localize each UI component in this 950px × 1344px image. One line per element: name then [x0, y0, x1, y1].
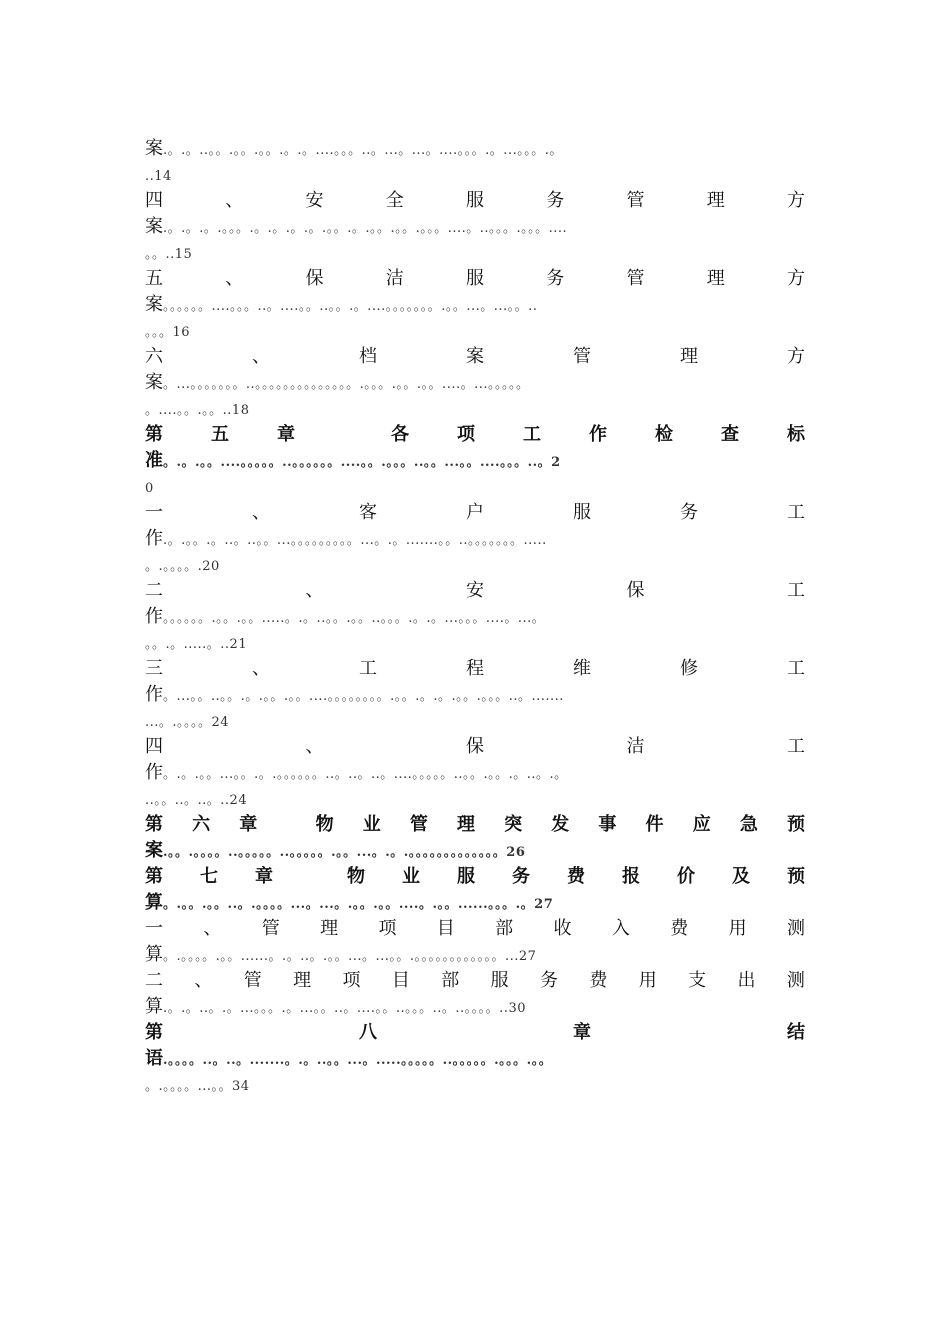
toc-heading-char: 管 — [626, 190, 645, 211]
toc-heading-char: 服 — [490, 970, 509, 991]
toc-heading-char: 工 — [787, 580, 805, 601]
toc-heading-char: 方 — [787, 268, 805, 289]
toc-heading-char: 部 — [495, 918, 514, 939]
toc-entry-last-char: 作 — [145, 762, 163, 783]
toc-heading-char: 管 — [573, 346, 591, 367]
toc-heading-char: 支 — [688, 970, 707, 991]
toc-entry-last-char: 作 — [145, 606, 163, 627]
toc-heading-char: 查 — [721, 424, 739, 445]
toc-heading-char: 务 — [680, 502, 698, 523]
toc-heading-char: 洁 — [626, 736, 645, 757]
toc-heading-char: 四 — [145, 736, 163, 757]
toc-entry-last-char: 算 — [145, 996, 163, 1017]
table-of-contents — [145, 136, 805, 1098]
toc-heading-char: 管 — [261, 918, 280, 939]
toc-heading-char: 项 — [457, 424, 475, 445]
toc-heading-char: 测 — [786, 970, 805, 991]
toc-heading-char: 服 — [466, 268, 484, 289]
toc-heading-char: 工 — [787, 502, 805, 523]
toc-heading-char: 第 — [145, 814, 163, 835]
toc-heading-char: 急 — [739, 814, 758, 835]
toc-entry-dot-leader[interactable] — [145, 942, 805, 968]
toc-heading-char: 工 — [359, 658, 377, 679]
toc-heading-char: 费 — [670, 918, 689, 939]
toc-entry-heading[interactable] — [145, 734, 805, 760]
toc-heading-char: 出 — [737, 970, 756, 991]
toc-entry-last-char: 案 — [145, 840, 163, 861]
toc-page-number: 。.。。。。...。。34 — [145, 1079, 250, 1094]
toc-heading-char: 、 — [203, 918, 222, 939]
toc-heading-char: 四 — [145, 190, 163, 211]
toc-heading-char: 档 — [359, 346, 377, 367]
toc-heading-char: 、 — [225, 268, 244, 289]
toc-page-number-line[interactable] — [145, 708, 805, 734]
toc-heading-char: 客 — [359, 502, 377, 523]
toc-dot-leader: .。.。..。。.。。.。。.。.。....。。。..。...。...。....。。。.。...。。。.。 — [163, 143, 563, 158]
toc-heading-char: 洁 — [385, 268, 404, 289]
toc-heading-char: 项 — [378, 918, 397, 939]
toc-entry-heading[interactable] — [145, 500, 805, 526]
toc-entry-dot-leader[interactable] — [145, 1046, 805, 1072]
toc-dot-leader: 。.。.。。....。。。。。..。。。。。。....。。.。。。..。。...。。....。。。..。2 — [163, 455, 561, 470]
toc-heading-char: 用 — [638, 970, 657, 991]
toc-heading-char: 发 — [551, 814, 570, 835]
toc-heading-char: 结 — [787, 1022, 805, 1043]
toc-page-number-line[interactable] — [145, 240, 805, 266]
toc-entry-dot-leader[interactable] — [145, 526, 805, 552]
toc-heading-char: 标 — [787, 424, 805, 445]
toc-entry-dot-leader[interactable] — [145, 838, 805, 864]
toc-entry-heading[interactable] — [145, 578, 805, 604]
toc-heading-char: 工 — [787, 658, 805, 679]
toc-entry-last-char: 案 — [145, 294, 163, 315]
toc-heading-char: 第 — [145, 424, 163, 445]
toc-entry-dot-leader[interactable] — [145, 890, 805, 916]
toc-heading-char: 服 — [457, 866, 475, 887]
toc-heading-char: 八 — [359, 1022, 377, 1043]
toc-entry-heading[interactable] — [145, 864, 805, 890]
toc-dot-leader: 。.。。.。。..。.。。。。...。...。.。。.。。....。.。。......。。。.。27 — [163, 897, 554, 912]
toc-heading-char: 作 — [589, 424, 607, 445]
toc-heading-char: 管 — [409, 814, 428, 835]
toc-heading-char: 案 — [466, 346, 484, 367]
toc-heading-char: 及 — [732, 866, 750, 887]
toc-heading-char: 预 — [787, 866, 805, 887]
toc-page-number: ..。。..。..。..24 — [145, 793, 248, 808]
toc-heading-char: 六 — [192, 814, 211, 835]
toc-heading-char: 目 — [436, 918, 455, 939]
toc-entry-dot-leader[interactable] — [145, 682, 805, 708]
toc-entry-last-char: 算 — [145, 944, 163, 965]
toc-heading-char: 物 — [315, 814, 334, 835]
toc-heading-char: 务 — [512, 866, 530, 887]
toc-heading-char: 部 — [441, 970, 460, 991]
toc-entry-heading[interactable] — [145, 968, 805, 994]
toc-heading-char: 保 — [626, 580, 645, 601]
toc-dot-leader: .。.。.。.。。。.。.。.。.。.。。.。.。。.。。.。。。....。..。。。.。。。.... — [163, 221, 568, 236]
toc-heading-char: 报 — [622, 866, 640, 887]
toc-entry-dot-leader[interactable] — [145, 136, 805, 162]
toc-entry-heading[interactable] — [145, 266, 805, 292]
toc-page-number-line[interactable] — [145, 396, 805, 422]
toc-dot-leader: .。.。..。.。...。。。.。...。。..。....。。..。。。..。..。。。。..30 — [163, 1001, 526, 1016]
toc-entry-last-char: 作 — [145, 684, 163, 705]
toc-heading-char: 全 — [385, 190, 404, 211]
toc-page-number-line[interactable] — [145, 1072, 805, 1098]
toc-page-number: ...。.。。。。24 — [145, 715, 230, 730]
toc-heading-char: 检 — [655, 424, 673, 445]
toc-heading-char: 第 — [145, 1022, 163, 1043]
toc-heading-char: 、 — [225, 190, 244, 211]
toc-heading-char: 务 — [540, 970, 558, 991]
toc-heading-char: 理 — [320, 918, 339, 939]
toc-dot-leader: .。。。。..。..。.......。.。..。。...。.....。。。。。..。。。。。.。。。.。。 — [163, 1053, 553, 1068]
toc-entry-heading[interactable] — [145, 188, 805, 214]
toc-entry-dot-leader[interactable] — [145, 214, 805, 240]
toc-dot-leader: .。.。。.。..。..。。...。。。。。。。。。...。.。.......。。..。。。。。。。..... — [163, 533, 547, 548]
toc-entry-last-char: 案 — [145, 372, 163, 393]
toc-dot-leader: 。.。.。。...。。.。.。。。。。。..。..。..。....。。。。。..。。.。。.。..。.。 — [163, 767, 568, 782]
toc-heading-char: 测 — [786, 918, 805, 939]
toc-heading-char: 章 — [239, 814, 258, 835]
toc-heading-char: 预 — [786, 814, 805, 835]
toc-heading-char: 一 — [145, 502, 163, 523]
toc-entry-last-char: 准 — [145, 450, 163, 471]
toc-entry-last-char: 案 — [145, 216, 163, 237]
toc-heading-char: 事 — [598, 814, 617, 835]
toc-page-number: 。.。。。。.20 — [145, 559, 220, 574]
toc-heading-char: 保 — [466, 736, 484, 757]
toc-heading-char: 方 — [787, 346, 805, 367]
toc-page-number: 。。。16 — [145, 325, 191, 340]
toc-dot-leader: 。...。。..。。.。.。。.。。....。。。。。。。。.。。.。.。.。。.。。。..。....... — [163, 689, 564, 704]
toc-heading-char: 管 — [243, 970, 262, 991]
toc-heading-char: 修 — [680, 658, 698, 679]
toc-heading-char: 收 — [553, 918, 572, 939]
toc-entry-heading[interactable] — [145, 1020, 805, 1046]
toc-dot-leader: 。。。。。。.。。.。。.....。.。..。。.。。..。。。.。.。...。。。....。...。 — [163, 611, 546, 626]
toc-heading-char: 费 — [589, 970, 608, 991]
toc-heading-char: 用 — [728, 918, 747, 939]
toc-heading-char: 五 — [211, 424, 229, 445]
toc-heading-char: 入 — [611, 918, 630, 939]
toc-heading-char: 维 — [573, 658, 591, 679]
toc-page-number: 。。..15 — [145, 247, 193, 262]
toc-page-number: 。。.。.....。..21 — [145, 637, 248, 652]
toc-heading-char: 理 — [706, 190, 725, 211]
toc-heading-char: 业 — [362, 814, 381, 835]
toc-heading-char: 章 — [277, 424, 295, 445]
toc-heading-char: 安 — [305, 190, 324, 211]
toc-heading-char: 保 — [305, 268, 324, 289]
toc-entry-heading[interactable] — [145, 656, 805, 682]
toc-entry-heading[interactable] — [145, 916, 805, 942]
toc-heading-char: 程 — [466, 658, 484, 679]
toc-heading-char: 突 — [504, 814, 523, 835]
toc-heading-char: 服 — [573, 502, 591, 523]
toc-page-number-line[interactable] — [145, 318, 805, 344]
toc-heading-char: 、 — [252, 658, 270, 679]
toc-page-number: ..14 — [145, 169, 172, 184]
toc-heading-char: 管 — [626, 268, 645, 289]
toc-heading-char: 五 — [145, 268, 163, 289]
toc-heading-char: 件 — [645, 814, 664, 835]
toc-heading-char: 工 — [787, 736, 805, 757]
toc-heading-char: 价 — [677, 866, 695, 887]
toc-entry-dot-leader[interactable] — [145, 292, 805, 318]
toc-dot-leader: 。。。。。。....。。。..。....。。..。。.。....。。。。。。。.。。...。...。。.. — [163, 299, 538, 314]
toc-heading-char: 、 — [252, 502, 270, 523]
toc-heading-char: 七 — [200, 866, 218, 887]
toc-heading-char: 务 — [546, 268, 565, 289]
toc-dot-leader: 。.。。。。.。。......。.。..。.。。...。...。。.。。。。。。。。。。。。...27 — [163, 949, 537, 964]
toc-heading-char: 户 — [466, 502, 484, 523]
toc-page-number: 。....。。.。。..18 — [145, 403, 250, 418]
toc-entry-last-char: 案 — [145, 138, 163, 159]
toc-page-number-line[interactable] — [145, 786, 805, 812]
toc-heading-char: 工 — [523, 424, 541, 445]
toc-heading-char: 安 — [466, 580, 484, 601]
toc-heading-char: 项 — [342, 970, 361, 991]
toc-heading-char: 、 — [305, 580, 324, 601]
toc-heading-char: 二 — [145, 970, 163, 991]
toc-heading-char: 费 — [567, 866, 585, 887]
toc-entry-dot-leader[interactable] — [145, 370, 805, 396]
toc-heading-char: 服 — [466, 190, 484, 211]
toc-heading-char: 、 — [194, 970, 213, 991]
toc-heading-char: 、 — [305, 736, 324, 757]
toc-page-number: 0 — [145, 481, 154, 496]
toc-entry-heading[interactable] — [145, 344, 805, 370]
toc-heading-char: 务 — [546, 190, 565, 211]
toc-heading-char: 三 — [145, 658, 163, 679]
toc-heading-char: 理 — [293, 970, 312, 991]
toc-heading-char: 、 — [252, 346, 270, 367]
toc-heading-char: 目 — [391, 970, 410, 991]
toc-heading-char: 二 — [145, 580, 163, 601]
toc-dot-leader: .。。.。。。。..。。。。。..。。。。。.。。...。.。.。。。。。。。。。。。。。26 — [163, 845, 526, 860]
toc-heading-char: 各 — [391, 424, 409, 445]
toc-heading-char: 理 — [456, 814, 475, 835]
toc-entry-last-char: 算 — [145, 892, 163, 913]
toc-entry-heading[interactable] — [145, 422, 805, 448]
toc-heading-char: 章 — [255, 866, 273, 887]
toc-heading-char: 第 — [145, 866, 163, 887]
toc-page-number-line[interactable] — [145, 474, 805, 500]
toc-entry-dot-leader[interactable] — [145, 994, 805, 1020]
toc-heading-char: 业 — [402, 866, 420, 887]
toc-page-number-line[interactable] — [145, 162, 805, 188]
toc-entry-heading[interactable] — [145, 812, 805, 838]
toc-entry-dot-leader[interactable] — [145, 760, 805, 786]
toc-page-number-line[interactable] — [145, 552, 805, 578]
toc-heading-char: 方 — [787, 190, 805, 211]
toc-heading-char: 物 — [347, 866, 365, 887]
toc-heading-char: 应 — [692, 814, 711, 835]
toc-heading-char: 理 — [680, 346, 698, 367]
toc-page-number-line[interactable] — [145, 630, 805, 656]
toc-heading-char: 章 — [573, 1022, 591, 1043]
toc-dot-leader: 。...。。。。。。。..。。。。。。。。。。。。。。.。。。.。。.。。....。...。。。。。 — [163, 377, 530, 392]
toc-entry-dot-leader[interactable] — [145, 604, 805, 630]
toc-heading-char: 理 — [706, 268, 725, 289]
toc-heading-char: 一 — [145, 918, 163, 939]
toc-entry-last-char: 作 — [145, 528, 163, 549]
toc-entry-dot-leader[interactable] — [145, 448, 805, 474]
toc-heading-char: 六 — [145, 346, 163, 367]
toc-entry-last-char: 语 — [145, 1048, 163, 1069]
